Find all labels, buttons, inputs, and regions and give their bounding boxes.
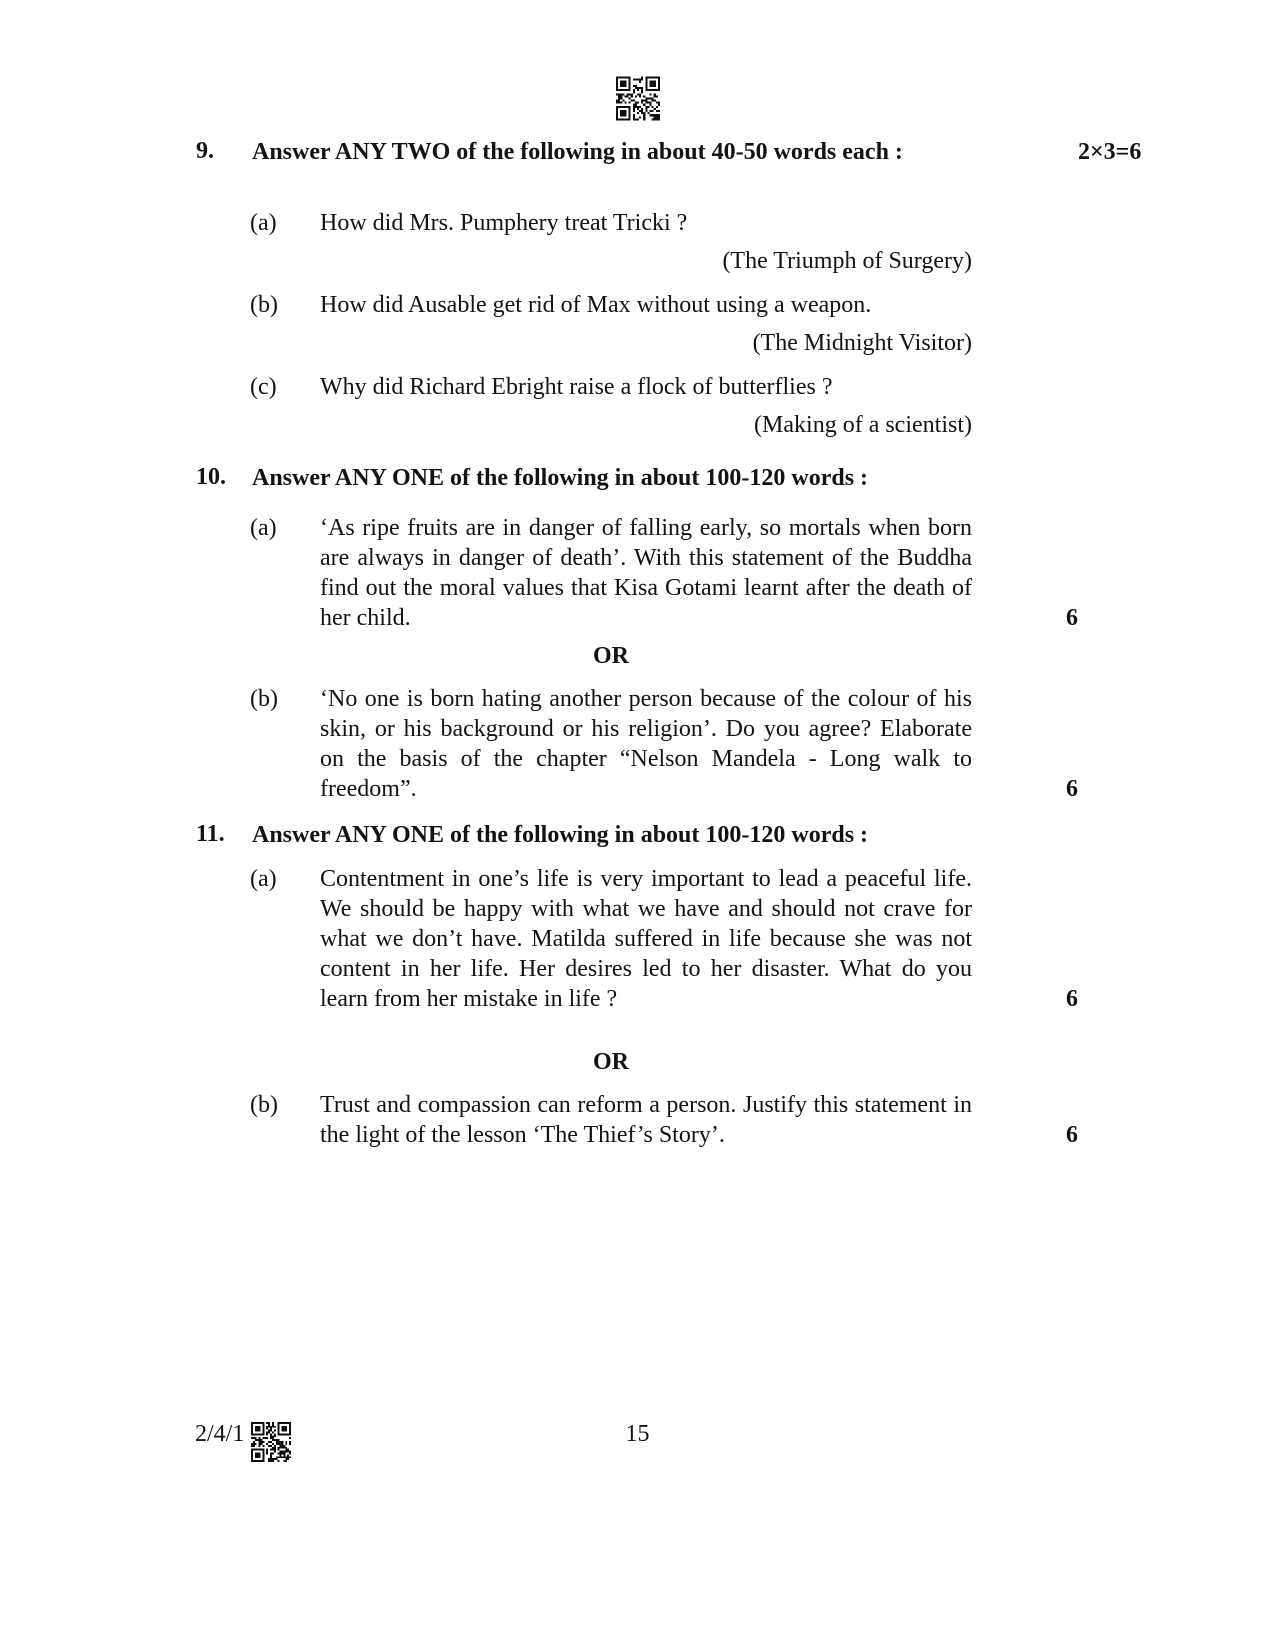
question-9c-source	[196, 410, 1078, 440]
qr-code-icon	[616, 76, 660, 121]
question-10b	[196, 684, 1078, 804]
question-11b	[196, 1090, 1078, 1150]
question-11-header	[196, 819, 1078, 852]
or-divider: OR	[593, 643, 629, 669]
question-title: Answer ANY TWO of the following in about 40-50 words each :	[252, 139, 903, 165]
sub-question-text: How did Mrs. Pumphery treat Tricki ?	[320, 210, 688, 236]
paper-code: 2/4/1	[195, 1421, 245, 1447]
question-9-header	[196, 136, 1142, 169]
question-number: 11.	[196, 821, 225, 847]
sub-question-text: Contentment in one’s life is very important to lead a peaceful life. We should be happy with what we have and should not crave for what we don’t have. Matilda suffered in life because she was not content in her life. Her desires led to her disaster. What do you learn from her mistake in life ?	[320, 866, 972, 1012]
sub-question-text: Trust and compassion can reform a person. Justify this statement in the light of the lesson ‘The Thief’s Story’.	[320, 1092, 972, 1148]
sub-question-label: (a)	[250, 515, 277, 541]
question-number: 9.	[196, 138, 214, 164]
question-9b-source	[196, 328, 1078, 358]
question-10a	[196, 513, 1078, 633]
question-10-header	[196, 462, 1078, 495]
sub-question-label: (a)	[250, 866, 277, 892]
sub-question-marks: 6	[1066, 1122, 1078, 1148]
question-9a	[196, 208, 1078, 238]
question-number: 10.	[196, 464, 226, 490]
sub-question-text: Why did Richard Ebright raise a flock of butterflies ?	[320, 374, 833, 400]
question-11a	[196, 864, 1078, 1014]
chapter-attribution: (The Midnight Visitor)	[752, 330, 972, 356]
chapter-attribution: (Making of a scientist)	[754, 412, 972, 438]
sub-question-marks: 6	[1066, 605, 1078, 631]
question-title: Answer ANY ONE of the following in about 100-120 words :	[252, 822, 869, 848]
question-9b	[196, 290, 1078, 320]
sub-question-text: ‘No one is born hating another person because of the colour of his skin, or his background or his religion’. Do you agree? Elaborate on the basis of the chapter “Nelson Mandela - Long walk to freedom”.	[320, 686, 972, 802]
sub-question-label: (b)	[250, 1092, 278, 1118]
page-number: 15	[625, 1421, 650, 1447]
chapter-attribution: (The Triumph of Surgery)	[722, 248, 972, 274]
question-9a-source	[196, 246, 1078, 276]
sub-question-text: How did Ausable get rid of Max without using a weapon.	[320, 292, 872, 318]
sub-question-label: (a)	[250, 210, 277, 236]
sub-question-marks: 6	[1066, 776, 1078, 802]
sub-question-label: (b)	[250, 292, 278, 318]
sub-question-marks: 6	[1066, 986, 1078, 1012]
sub-question-label: (c)	[250, 374, 277, 400]
sub-question-text: ‘As ripe fruits are in danger of falling early, so mortals when born are always in danger of death’. With this statement of the Buddha find out the moral values that Kisa Gotami learnt after the death of her child.	[320, 515, 972, 631]
question-title: Answer ANY ONE of the following in about 100-120 words :	[252, 465, 869, 491]
question-9c	[196, 372, 1078, 402]
question-marks: 2×3=6	[1078, 139, 1142, 165]
sub-question-label: (b)	[250, 686, 278, 712]
or-divider: OR	[593, 1049, 629, 1075]
